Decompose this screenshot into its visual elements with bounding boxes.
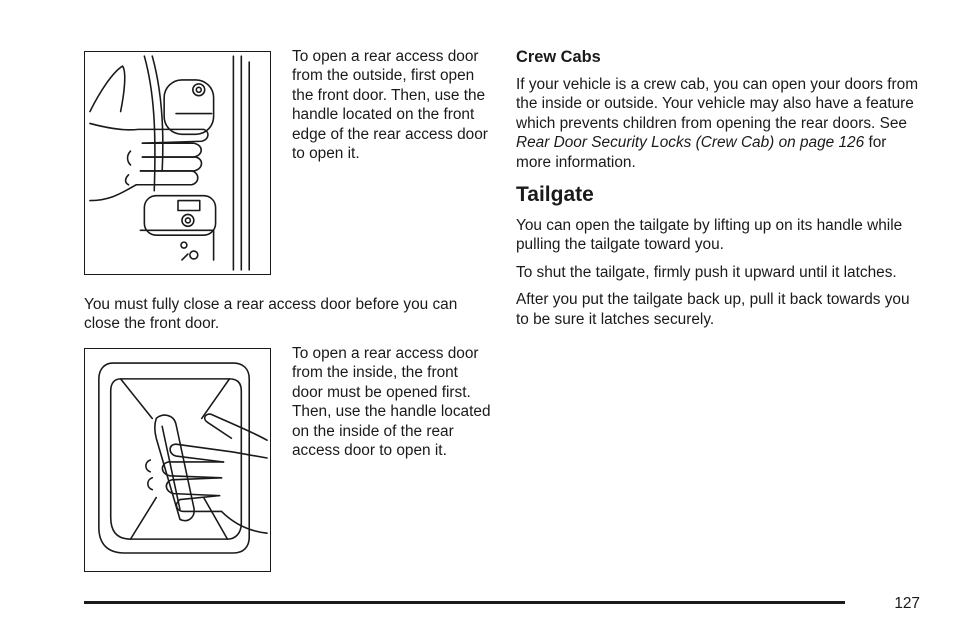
page-number: 127	[894, 595, 920, 612]
tailgate-check-paragraph: After you put the tailgate back up, pull it back towards you to be sure it latches securely.	[516, 291, 910, 328]
right-column	[516, 47, 921, 329]
tailgate-heading: Tailgate	[516, 183, 594, 207]
rear-door-inside-handle-illustration	[84, 348, 271, 572]
close-door-note: You must fully close a rear access door before you can close the front door.	[84, 296, 458, 333]
figure-1-caption: To open a rear access door from the outside, first open the front door. Then, use the handle located on the front edge of the rear access door to open it.	[292, 48, 488, 163]
crew-cabs-paragraph	[516, 75, 921, 172]
security-locks-reference: Rear Door Security Locks (Crew Cab) on page 126	[516, 134, 865, 152]
figure-2-caption: To open a rear access door from the inside, the front door must be opened first. Then, use the handle located on the inside of the rear access door to open it.	[292, 345, 491, 460]
crew-cabs-heading: Crew Cabs	[516, 48, 601, 66]
crew-cabs-text: If your vehicle is a crew cab, you can open your doors from the inside or outside. Your vehicle may also have a feature which prevents children from opening the rear doors. See	[516, 76, 919, 132]
footer-rule	[84, 601, 845, 604]
crew-cabs-text-end: for more information.	[516, 134, 887, 171]
rear-door-outside-handle-illustration	[84, 51, 271, 275]
tailgate-open-paragraph: You can open the tailgate by lifting up on its handle while pulling the tailgate toward you.	[516, 217, 903, 254]
tailgate-shut-paragraph: To shut the tailgate, firmly push it upward until it latches.	[516, 263, 897, 281]
